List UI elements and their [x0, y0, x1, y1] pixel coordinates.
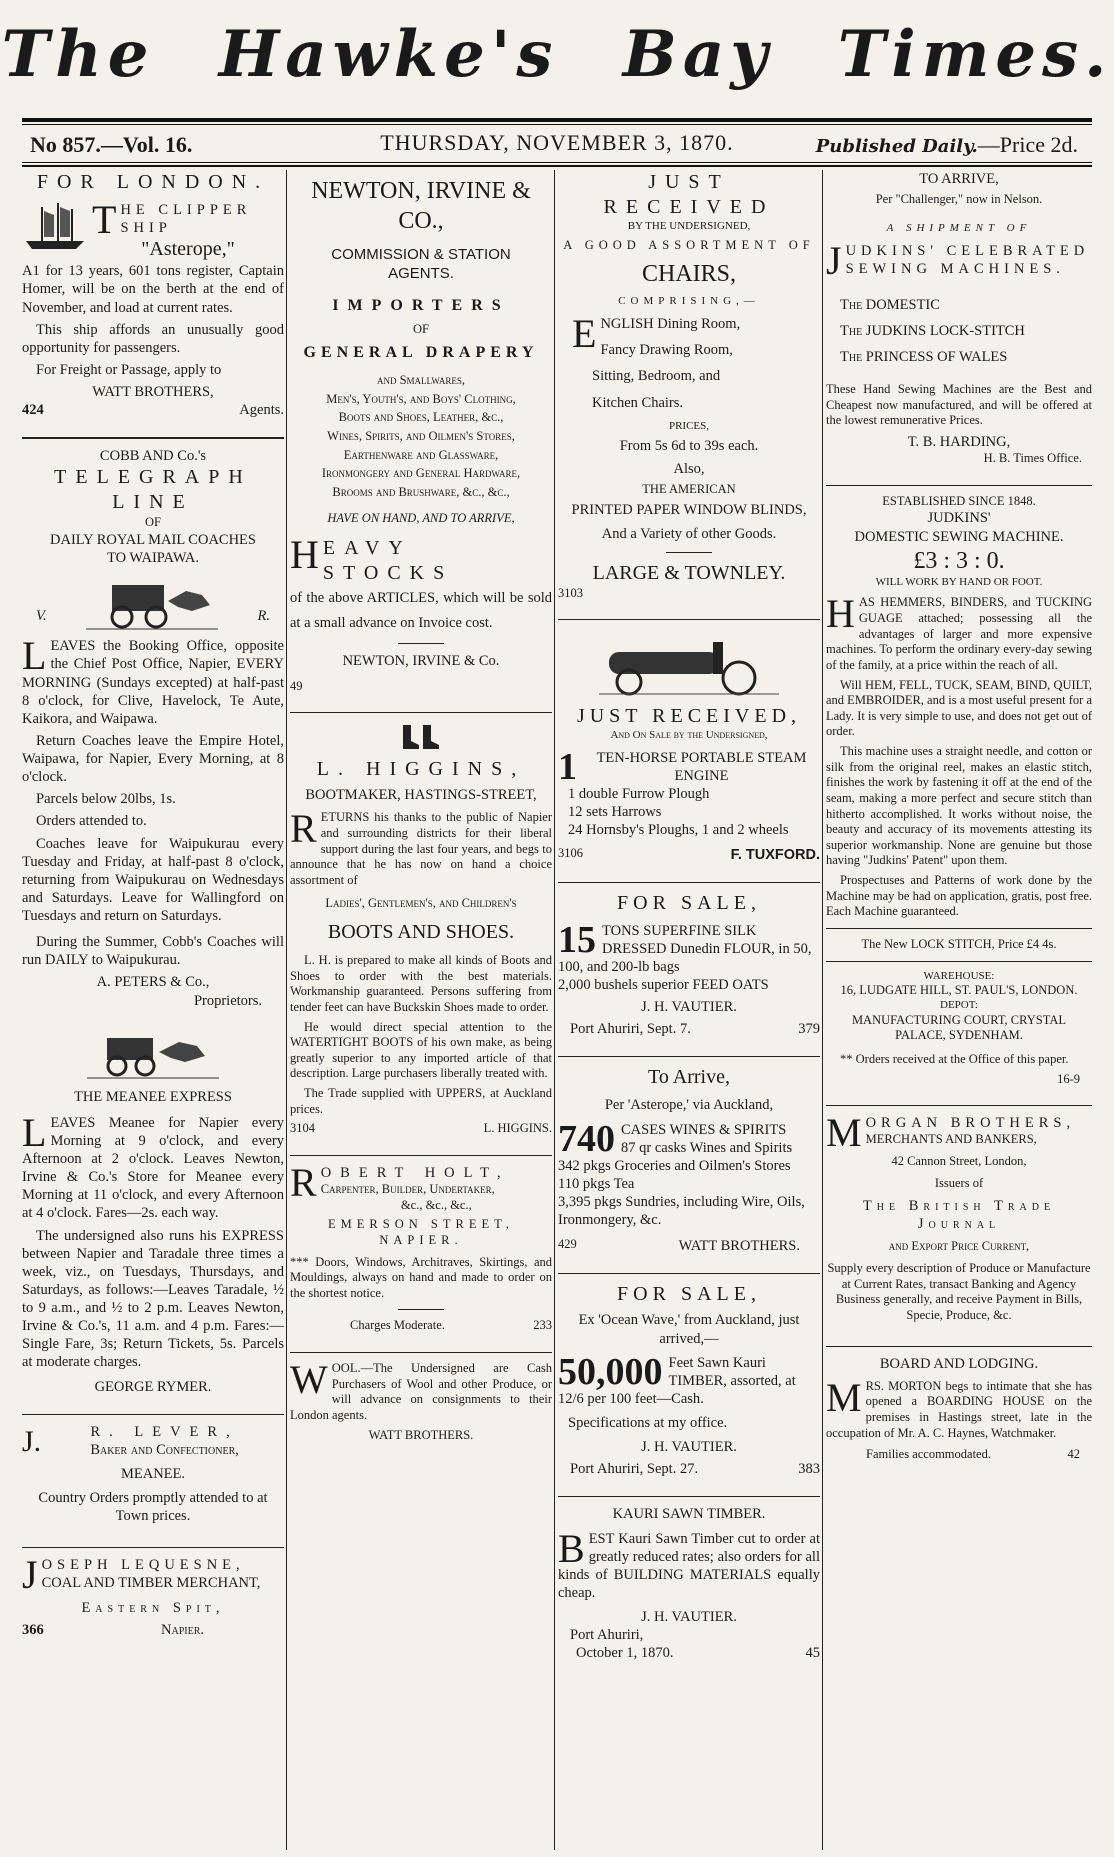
ad-footer: 424 Agents.: [22, 402, 284, 419]
ad-body: For Freight or Passage, apply to: [36, 361, 222, 378]
coach-illustration: V. R.: [22, 567, 284, 637]
separator: [558, 882, 820, 883]
ad-higgins: L. HIGGINS, BOOTMAKER, HASTINGS-STREET, RETURNS his thanks to the public of Napier and surrounding districts for their liberal support during the last four years, and begs to announce that he has now on hand a choice assortment of Ladies', Gentlemen's, and Children's BOOTS AND SHOES. L. H. is prepared to make all kinds of Boots and Shoes to order with the best materials. Workmanship guaranteed. Persons suffering from tender feet can have Buckskin Shoes made to order. He would direct special attention to the WATERTIGHT BOOTS of his own make, as being greatly superior to any imported article of that description. Large purchasers liberally treated with. The Trade supplied with UPPERS, at Auckland prices. 3104 L. HIGGINS.: [290, 721, 552, 1147]
separator: [290, 1352, 552, 1353]
ad-for-london: [22, 170, 284, 429]
separator: [826, 485, 1092, 486]
ad-to-arrive: To Arrive, Per 'Asterope,' via Auckland, 740 CASES WINES & SPIRITS 87 qr casks Wines and Spirits 342 pkgs Groceries and Oilmen's Stores 110 pkgs Tea 3,395 pkgs Sundries, including Wire, Oils, Ironmongery, &c. 429 WATT BROTHERS.: [558, 1066, 805, 1255]
separator: [558, 619, 820, 620]
ad-body: This ship affords an unusually good opportunity for passengers.: [22, 321, 284, 356]
ad-heading: THE MEANEE EXPRESS: [74, 1088, 232, 1105]
separator: [290, 1155, 552, 1156]
ship-icon: [22, 201, 88, 253]
masthead: [0, 0, 1114, 118]
column-rule: [286, 170, 287, 1850]
publication-info: [816, 132, 1078, 158]
column-1: [22, 170, 284, 1850]
separator: [290, 712, 552, 713]
boots-icon: [399, 721, 443, 751]
ad-board-lodging: BOARD AND LODGING. MRS. MORTON begs to intimate that she has opened a BOARDING HOUSE on the premises in Hastings street, late in the occupation of Mr. A. C. Haynes, Watchmaker. Families accommodated. 42: [826, 1355, 1092, 1462]
ad-kauri-sawn: KAURI SAWN TIMBER. BEST Kauri Sawn Timber cut to order at greatly reduced rates; also orders for all kinds of BUILDING MATERIALS equally cheap. J. H. VAUTIER. Port Ahuriri, October 1, 1870. 45: [558, 1506, 820, 1662]
separator: [826, 1346, 1092, 1347]
ad-holt: ROBERT HOLT, Carpenter, Builder, Undertaker, &c., &c., &c., EMERSON STREET, NAPIER. *** Doors, Windows, Architraves, Skirtings, and Mouldings, always on hand and made to order on the shortest notice. Charges Moderate. 233: [290, 1159, 552, 1333]
dateline-rule-thick: [22, 165, 1092, 167]
price: —Price 2d.: [977, 132, 1078, 157]
separator: [558, 1496, 820, 1497]
issue-date: THURSDAY, NOVEMBER 3, 1870.: [380, 130, 734, 155]
separator: [22, 1414, 284, 1415]
ad-signature: WATT BROTHERS,: [92, 384, 214, 400]
ad-kauri-timber: FOR SALE, Ex 'Ocean Wave,' from Auckland, just arrived,— 50,000 Feet Sawn Kauri TIMBER, assorted, at 12/6 per 100 feet—Cash. Specifications at my office. J. H. VAUTIER. Port Ahuriri, Sept. 27. 383: [558, 1283, 820, 1478]
ad-morgan-brothers: MORGAN BROTHERS, MERCHANTS AND BANKERS, 42 Cannon Street, London, Issuers of The British Trade Journal and Export Price Current, Supply every description of Produce or Manufacture at Current Rates, transact Banking and Agency Business generally, and receive Payment in Bills, Specie, Produce, &c.: [826, 1110, 1091, 1322]
newspaper-title: The Hawke's Bay Times.: [1, 17, 1113, 92]
ad-newton-irvine: NEWTON, IRVINE & CO., COMMISSION & STATION AGENTS. IMPORTERS OF GENERAL DRAPERY and Smallwares, Men's, Youth's, and Boys' Clothing, Boots and Shoes, Leather, &c., Wines, Spirits, and Oilmen's Stores, Earthenware and Glassware, Ironmongery and General Hardware, Brooms and Brushware, &c., &c., HAVE ON HAND, AND TO ARRIVE, HEAVY STOCKS of the above ARTICLES, which will be sold at a small advance on Invoice cost. NEWTON, IRVINE & Co. 49: [290, 178, 552, 693]
separator: [22, 437, 284, 439]
ad-judkins-domestic: ESTABLISHED SINCE 1848. JUDKINS' DOMESTIC SEWING MACHINE. £3 : 3 : 0. WILL WORK BY HAND OR FOOT. HAS HEMMERS, BINDERS, and TUCKING GUAGE attached; possessing all the advantages of larger and more expensive machines. To perform the ordinary every-day sewing of the family, at a price within the reach of all. Will HEM, FELL, TUCK, SEAM, BIND, QUILT, and EMBROIDER, and is a most useful present for a Lady. It is very simple to use, and does not get out of order. This machine uses a straight needle, and cotton or silk from the original reel, makes an elastic stitch, finishes the work by fastening it off at the end of the seam, making a more perfect and secure stitch than hitherto accomplished. It works without noise, the beauty and accuracy of its movements attesting its superior workmanship. None are genuine but those having "Judkins' Patent" upon them. Prospectuses and Patterns of work done by the Machine may be had on application, gratis, post free. Each Machine guaranteed. The New LOCK STITCH, Price £4 4s. WAREHOUSE: 16, LUDGATE HILL, ST. PAUL'S, LONDON. DEPOT: MANUFACTURING COURT, CRYSTAL PALACE, SYDENHAM. ** Orders received at the Office of this paper. 16-9: [826, 493, 1092, 1086]
steam-engine-icon: [589, 628, 789, 698]
column-rule: [554, 170, 555, 1850]
column-rule: [822, 170, 823, 1850]
separator: [558, 1273, 820, 1274]
separator: [558, 1056, 820, 1057]
issue-number: No 857.—Vol. 16.: [30, 132, 193, 157]
ad-wool: WOOL.—The Undersigned are Cash Purchasers of Wool and other Produce, or will advance on consignments to their London agents. WATT BROTHERS.: [290, 1357, 552, 1442]
column-3: [558, 170, 820, 1850]
separator: [22, 1547, 284, 1548]
ad-cobb-coaches: COBB AND Co.'s TELEGRAPH LINE OF DAILY ROYAL MAIL COACHES TO WAIPAWA. V. R. LEAVES the Booking Office, opposite the Chief Post Office, Napier, EVERY MORNING (Sundays excepted) at half-past 8 o'clock, for Clive, Havelock, Te Aute, Kaikora, and Waipawa. Return Coaches leave the Empire Hotel, Waipawa, for Napier, Every Morning, at 8 o'clock. Parcels below 20lbs, 1s. Orders attended to. Coaches leave for Waipukurau every Tuesday and Friday, at half-past 8 o'clock, returning from Waipukurau on Wednesdays and Saturdays. Leave for Wallingford on Tuesdays and return on Saturdays. During the Summer, Cobb's Coaches will run DAILY to Waipukurau. A. PETERS & Co., Proprietors.: [22, 448, 284, 1009]
ad-flour: FOR SALE, 15 TONS SUPERFINE SILK DRESSED Dunedin FLOUR, in 50, 100, and 200-lb bags 2,000 bushels superior FEED OATS J. H. VAUTIER. Port Ahuriri, Sept. 7. 379: [558, 891, 820, 1038]
ad-tuxford: JUST RECEIVED, And On Sale by the Undersigned, 1 TEN-HORSE PORTABLE STEAM ENGINE 1 double Furrow Plough 12 sets Harrows 24 Hornsby's Ploughs, 1 and 2 wheels 3106 F. TUXFORD.: [558, 628, 820, 874]
ad-lever: J. R. LEVER, Baker and Confectioner, MEANEE. Country Orders promptly attended to at Town prices.: [22, 1423, 268, 1525]
firm-name: L. HIGGINS,: [316, 758, 526, 781]
ad-heading: FOR LONDON.: [36, 171, 270, 193]
firm-name: NEWTON, IRVINE & CO.,: [311, 178, 531, 234]
ad-lequesne: JOSEPH LEQUESNE, COAL AND TIMBER MERCHANT, Eastern Spit, 366 Napier.: [22, 1552, 261, 1638]
express-coach-icon: [83, 1026, 223, 1082]
column-2: [290, 170, 552, 1850]
ship-name: "Asterope,": [141, 238, 235, 261]
coach-icon: [82, 571, 222, 633]
column-4: [826, 170, 1092, 1850]
ship-line: THE CLIPPER SHIP: [92, 201, 252, 242]
separator: [826, 1105, 1092, 1106]
published-daily: Published Daily.: [815, 136, 978, 157]
ad-judkins-shipment: TO ARRIVE, Per "Challenger," now in Nelson. A SHIPMENT OF JUDKINS' CELEBRATED SEWING MACHINES. The DOMESTIC The JUDKINS LOCK-STITCH The PRINCESS OF WALES These Hand Sewing Machines are the Best and Cheapest now manufactured, and will be offered at the lowest remunerative Prices. T. B. HARDING, H. B. Times Office.: [826, 171, 1092, 466]
dateline-rule: [22, 162, 1092, 163]
masthead-rule-thin: [22, 124, 1092, 125]
ad-body: LEAVES the Booking Office, opposite the Chief Post Office, Napier, EVERY MORNING (Sundays excepted) at half-past 8 o'clock, for Clive, Havelock, Te Aute, Kaikora, and Waipawa.: [22, 633, 284, 727]
dateline: [22, 128, 1092, 160]
masthead-rule: [22, 118, 1092, 122]
ad-chairs: JUST RECEIVED BY THE UNDERSIGNED, A GOOD ASSORTMENT OF CHAIRS, COMPRISING,— ENGLISH Dining Room, Fancy Drawing Room, Sitting, Bedroom, and Kitchen Chairs. PRICES, From 5s 6d to 39s each. Also, THE AMERICAN PRINTED PAPER WINDOW BLINDS, And a Variety of other Goods. LARGE & TOWNLEY. 3103: [558, 171, 815, 600]
ad-body: A1 for 13 years, 601 tons register, Captain Homer, will be on the berth at the end of November, and load at current rates.: [22, 263, 284, 316]
ad-meanee-express: THE MEANEE EXPRESS LEAVES Meanee for Napier every Morning at 9 o'clock, and every Afternoon at 2 o'clock. Leaves Newton, Irvine & Co.'s Store for Meanee every Morning at 11 o'clock, and every Afternoon at 4 o'clock. Fares—2s. each way. The undersigned also runs his EXPRESS between Napier and Taradale three times a week, viz., on Tuesdays, Thursdays, and Saturdays, as follows:—Leaves Taradale, ½ to 9 a.m., and ½ to 2 p.m. Leaves Newton, Irvine & Co.'s, 11 a.m. and 4 p.m. Fares:—Single Fare, 3s; Return Tickets, 5s. Parcels at moderate charges. GEORGE RYMER.: [22, 1026, 284, 1406]
drop-cap: T: [92, 201, 117, 242]
